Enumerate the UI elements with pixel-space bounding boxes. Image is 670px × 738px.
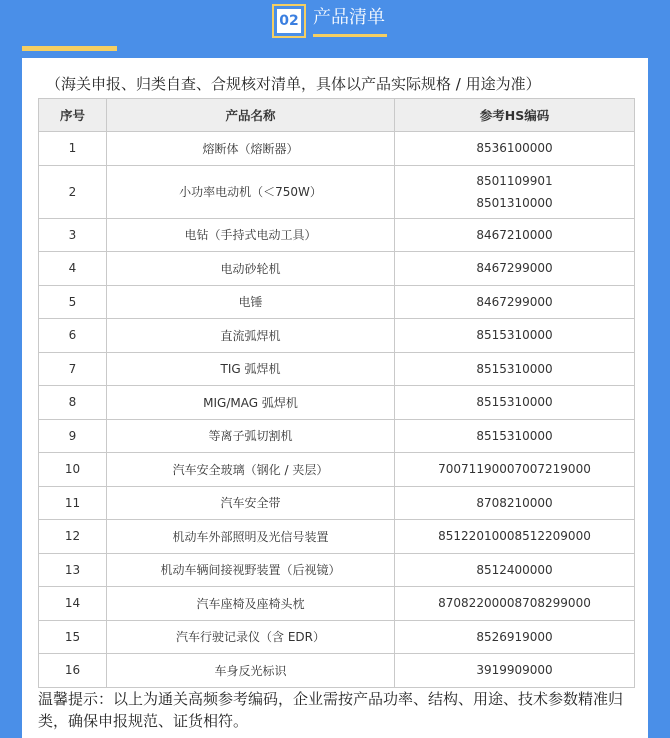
hs-code-cell — [395, 419, 635, 453]
row-number: 4 — [39, 252, 107, 286]
row-number: 12 — [39, 520, 107, 554]
hs-code-cell — [395, 486, 635, 520]
section-header — [0, 0, 670, 62]
table-header-row — [39, 99, 635, 132]
section-number: 02 — [277, 9, 301, 33]
row-number: 6 — [39, 319, 107, 353]
column-header-hs-code: 参考HS编码 — [395, 99, 635, 132]
row-number: 15 — [39, 620, 107, 654]
table-row — [39, 587, 635, 621]
row-number: 1 — [39, 132, 107, 166]
product-name: 电动砂轮机 — [107, 252, 395, 286]
column-header-no: 序号 — [39, 99, 107, 132]
table-row — [39, 165, 635, 218]
hs-code: 70071190007007219000 — [438, 462, 591, 477]
table-row — [39, 620, 635, 654]
product-name: 小功率电动机（＜750W） — [107, 165, 395, 218]
row-number: 11 — [39, 486, 107, 520]
table-row — [39, 285, 635, 319]
hs-code: 8708210000 — [476, 495, 553, 510]
section-title-underline — [313, 34, 387, 37]
row-number: 8 — [39, 386, 107, 420]
hs-code: 8526919000 — [476, 629, 553, 644]
hs-code-cell — [395, 352, 635, 386]
table-row — [39, 419, 635, 453]
hs-code-cell — [395, 520, 635, 554]
table-row — [39, 520, 635, 554]
product-name: TIG 弧焊机 — [107, 352, 395, 386]
row-number: 9 — [39, 419, 107, 453]
table-caption: （海关申报、归类自查、合规核对清单，具体以产品实际规格 / 用途为准） — [46, 75, 541, 93]
hs-code-cell — [395, 285, 635, 319]
row-number: 5 — [39, 285, 107, 319]
row-number: 16 — [39, 654, 107, 688]
hs-code: 8467299000 — [476, 261, 553, 276]
section-number-badge — [272, 4, 306, 38]
table-row — [39, 553, 635, 587]
hs-code: 8536100000 — [476, 141, 553, 156]
hs-code-cell — [395, 654, 635, 688]
hs-code: 8501310000 — [476, 195, 553, 210]
hs-code: 87082200008708299000 — [438, 596, 591, 611]
product-name: 直流弧焊机 — [107, 319, 395, 353]
hs-code-cell — [395, 386, 635, 420]
table-row — [39, 654, 635, 688]
header-accent-bar — [22, 46, 117, 51]
table-row — [39, 486, 635, 520]
product-name: 汽车安全带 — [107, 486, 395, 520]
hs-code-cell — [395, 587, 635, 621]
hs-code: 8515310000 — [476, 328, 553, 343]
product-name: 熔断体（熔断器） — [107, 132, 395, 166]
hs-code: 8515310000 — [476, 428, 553, 443]
table-row — [39, 352, 635, 386]
product-name: 汽车座椅及座椅头枕 — [107, 587, 395, 621]
product-name: 机动车外部照明及光信号装置 — [107, 520, 395, 554]
table-row — [39, 453, 635, 487]
hs-code: 8501109901 — [476, 173, 553, 188]
product-name: 车身反光标识 — [107, 654, 395, 688]
table-row — [39, 132, 635, 166]
hs-code-cell — [395, 620, 635, 654]
row-number: 2 — [39, 165, 107, 218]
hs-code-cell — [395, 218, 635, 252]
hs-code: 85122010008512209000 — [438, 529, 591, 544]
table-row — [39, 319, 635, 353]
row-number: 14 — [39, 587, 107, 621]
row-number: 10 — [39, 453, 107, 487]
hs-code: 3919909000 — [476, 663, 553, 678]
product-name: MIG/MAG 弧焊机 — [107, 386, 395, 420]
product-name: 电锤 — [107, 285, 395, 319]
table-row — [39, 252, 635, 286]
product-name: 汽车安全玻璃（钢化 / 夹层） — [107, 453, 395, 487]
product-name: 等离子弧切割机 — [107, 419, 395, 453]
product-table — [38, 98, 635, 688]
column-header-name: 产品名称 — [107, 99, 395, 132]
table-row — [39, 386, 635, 420]
product-name: 汽车行驶记录仪（含 EDR） — [107, 620, 395, 654]
hs-code: 8515310000 — [476, 395, 553, 410]
hs-code-cell — [395, 252, 635, 286]
hs-code-cell — [395, 319, 635, 353]
row-number: 13 — [39, 553, 107, 587]
product-name: 电钻（手持式电动工具） — [107, 218, 395, 252]
tip-note: 温馨提示：以上为通关高频参考编码，企业需按产品功率、结构、用途、技术参数精准归类，确保申报规范、证货相符。 — [38, 690, 624, 730]
hs-code-cell — [395, 553, 635, 587]
section-title: 产品清单 — [313, 7, 385, 28]
hs-code-cell — [395, 132, 635, 166]
hs-code: 8467299000 — [476, 294, 553, 309]
row-number: 7 — [39, 352, 107, 386]
hs-code: 8467210000 — [476, 227, 553, 242]
hs-code: 8515310000 — [476, 361, 553, 376]
table-row — [39, 218, 635, 252]
content-panel — [22, 58, 648, 738]
hs-code: 8512400000 — [476, 562, 553, 577]
product-name: 机动车辆间接视野装置（后视镜） — [107, 553, 395, 587]
row-number: 3 — [39, 218, 107, 252]
hs-code-cell — [395, 165, 635, 218]
hs-code-cell — [395, 453, 635, 487]
